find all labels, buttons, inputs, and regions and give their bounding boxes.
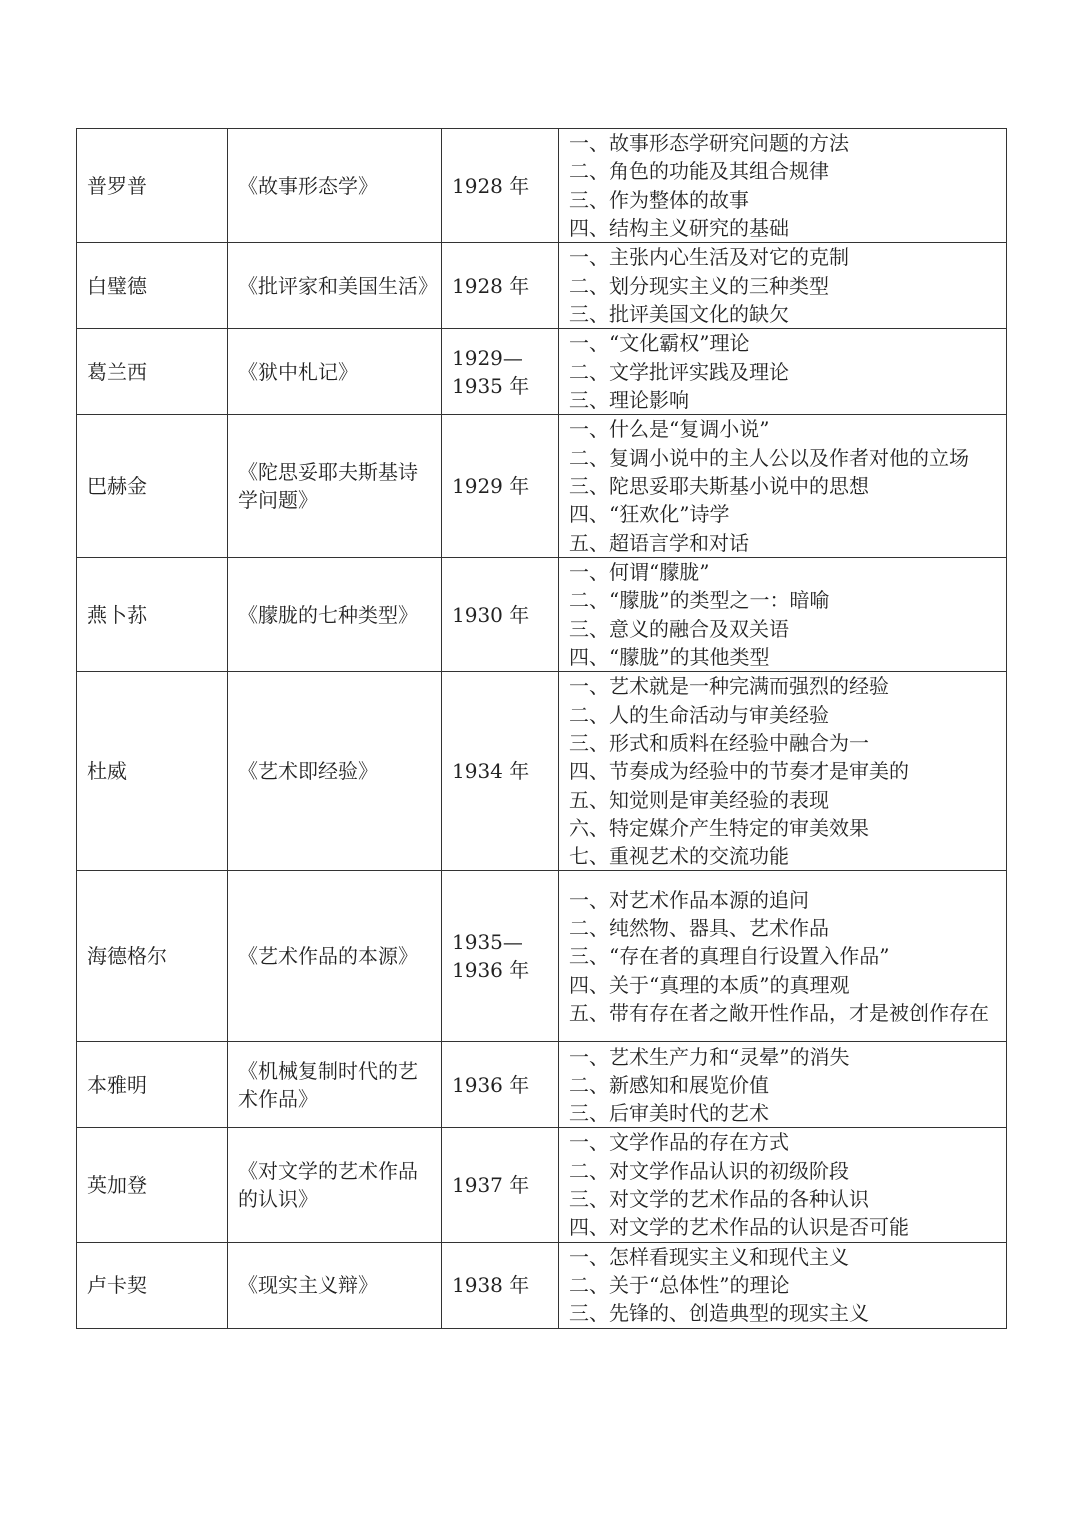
- author-cell: 卢卡契: [77, 1242, 228, 1328]
- content-cell: [559, 672, 1007, 871]
- content-point: 三、先锋的、创造典型的现实主义: [569, 1301, 869, 1326]
- works-table-body: [77, 129, 1007, 1329]
- content-point: 二、人的生命活动与审美经验: [569, 702, 829, 727]
- content-point: 一、艺术就是一种完满而强烈的经验: [569, 674, 889, 699]
- content-cell: [559, 871, 1007, 1042]
- content-point: 四、结构主义研究的基础: [569, 215, 789, 240]
- table-row: [77, 415, 1007, 558]
- content-point: 四、节奏成为经验中的节奏才是审美的: [569, 759, 909, 784]
- content-point: 四、“狂欢化”诗学: [569, 502, 730, 527]
- year-cell: 1937 年: [442, 1128, 559, 1242]
- content-point: 二、关于“总体性”的理论: [569, 1272, 790, 1297]
- title-cell: 《艺术作品的本源》: [228, 871, 442, 1042]
- year-cell: 1935—1936 年: [442, 871, 559, 1042]
- table-row: [77, 1042, 1007, 1128]
- title-cell: 《狱中札记》: [228, 329, 442, 415]
- works-table: [76, 128, 1007, 1329]
- table-row: [77, 329, 1007, 415]
- author-cell: 本雅明: [77, 1042, 228, 1128]
- content-point: 二、划分现实主义的三种类型: [569, 273, 829, 298]
- content-point: 二、文学批评实践及理论: [569, 359, 789, 384]
- title-cell: 《批评家和美国生活》: [228, 243, 442, 329]
- content-point: 二、“朦胧”的类型之一：暗喻: [569, 588, 830, 613]
- content-point: 一、故事形态学研究问题的方法: [569, 131, 849, 155]
- content-point: 一、文学作品的存在方式: [569, 1130, 789, 1155]
- content-point: 一、对艺术作品本源的追问: [569, 887, 809, 912]
- content-point: 一、何谓“朦胧”: [569, 560, 710, 585]
- content-cell: [559, 1128, 1007, 1242]
- title-cell: 《陀思妥耶夫斯基诗学问题》: [228, 415, 442, 558]
- content-point: 二、新感知和展览价值: [569, 1072, 769, 1097]
- author-cell: 巴赫金: [77, 415, 228, 558]
- content-point: 三、陀思妥耶夫斯基小说中的思想: [569, 474, 869, 499]
- table-row: [77, 1128, 1007, 1242]
- content-point: 一、主张内心生活及对它的克制: [569, 245, 849, 270]
- author-cell: 燕卜荪: [77, 558, 228, 672]
- year-cell: 1928 年: [442, 129, 559, 243]
- content-cell: [559, 1042, 1007, 1128]
- title-cell: 《故事形态学》: [228, 129, 442, 243]
- author-cell: 普罗普: [77, 129, 228, 243]
- author-cell: 海德格尔: [77, 871, 228, 1042]
- content-point: 三、后审美时代的艺术: [569, 1101, 769, 1126]
- content-point: 三、作为整体的故事: [569, 187, 749, 212]
- year-cell: 1929—1935 年: [442, 329, 559, 415]
- content-point: 五、带有存在者之敞开性作品，才是被创作存在: [569, 1000, 989, 1025]
- content-point: 二、复调小说中的主人公以及作者对他的立场: [569, 445, 969, 470]
- content-point: 六、特定媒介产生特定的审美效果: [569, 815, 869, 840]
- table-row: [77, 129, 1007, 243]
- content-point: 四、对文学的艺术作品的认识是否可能: [569, 1215, 909, 1240]
- content-cell: [559, 558, 1007, 672]
- content-point: 一、艺术生产力和“灵晕”的消失: [569, 1044, 850, 1069]
- author-cell: 英加登: [77, 1128, 228, 1242]
- table-row: [77, 243, 1007, 329]
- content-cell: [559, 329, 1007, 415]
- content-point: 二、纯然物、器具、艺术作品: [569, 916, 829, 940]
- table-row: [77, 558, 1007, 672]
- content-cell: [559, 415, 1007, 558]
- content-point: 一、“文化霸权”理论: [569, 331, 750, 356]
- content-point: 三、形式和质料在经验中融合为一: [569, 730, 869, 755]
- content-point: 七、重视艺术的交流功能: [569, 844, 789, 869]
- content-point: 五、知觉则是审美经验的表现: [569, 787, 829, 812]
- table-row: [77, 871, 1007, 1042]
- content-point: 三、对文学的艺术作品的各种认识: [569, 1187, 869, 1212]
- table-row: [77, 1242, 1007, 1328]
- content-point: 三、意义的融合及双关语: [569, 616, 789, 641]
- title-cell: 《机械复制时代的艺术作品》: [228, 1042, 442, 1128]
- content-point: 三、批评美国文化的缺欠: [569, 301, 789, 326]
- author-cell: 杜威: [77, 672, 228, 871]
- year-cell: 1938 年: [442, 1242, 559, 1328]
- content-point: 三、理论影响: [569, 387, 689, 412]
- content-point: 三、“存在者的真理自行设置入作品”: [569, 944, 890, 969]
- content-point: 五、超语言学和对话: [569, 530, 749, 555]
- author-cell: 白璧德: [77, 243, 228, 329]
- content-point: 二、角色的功能及其组合规律: [569, 159, 829, 184]
- content-point: 四、关于“真理的本质”的真理观: [569, 972, 850, 997]
- author-cell: 葛兰西: [77, 329, 228, 415]
- title-cell: 《现实主义辩》: [228, 1242, 442, 1328]
- content-point: 四、“朦胧”的其他类型: [569, 645, 770, 670]
- title-cell: 《艺术即经验》: [228, 672, 442, 871]
- content-point: 一、什么是“复调小说”: [569, 417, 770, 442]
- content-cell: [559, 243, 1007, 329]
- year-cell: 1930 年: [442, 558, 559, 672]
- title-cell: 《朦胧的七种类型》: [228, 558, 442, 672]
- title-cell: 《对文学的艺术作品的认识》: [228, 1128, 442, 1242]
- content-cell: [559, 1242, 1007, 1328]
- year-cell: 1928 年: [442, 243, 559, 329]
- content-point: 二、对文学作品认识的初级阶段: [569, 1158, 849, 1183]
- content-cell: [559, 129, 1007, 243]
- table-row: [77, 672, 1007, 871]
- content-point: 一、怎样看现实主义和现代主义: [569, 1244, 849, 1269]
- year-cell: 1929 年: [442, 415, 559, 558]
- year-cell: 1936 年: [442, 1042, 559, 1128]
- year-cell: 1934 年: [442, 672, 559, 871]
